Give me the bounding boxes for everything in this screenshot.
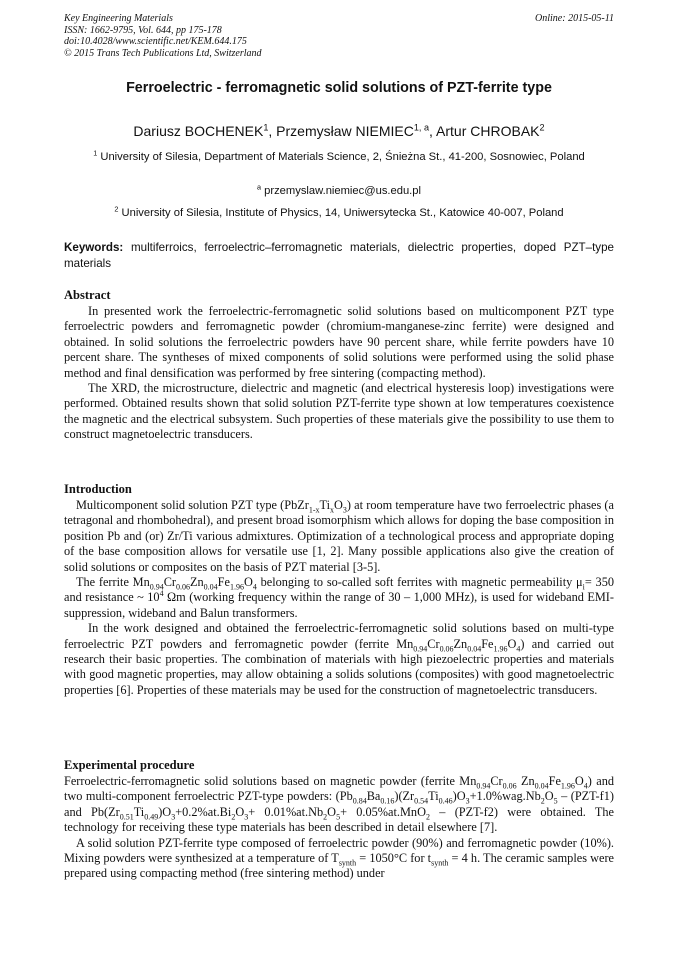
paper-title: Ferroelectric - ferromagnetic solid solutions of PZT-ferrite type — [126, 80, 552, 96]
author-name: Artur CHROBAK — [436, 123, 540, 139]
doi: doi:10.4028/www.scientific.net/KEM.644.175 — [64, 36, 247, 47]
affiliation-mark: 1 — [93, 148, 98, 158]
experimental-paragraph: Ferroelectric-ferromagnetic solid solutions based on magnetic powder (ferrite $Mn_{0.94}Cr_{0.06}$ $Zn_{0.04}Fe_{1.96}O_4$) and two multi-component ferroelectric PZT-type powders: $(Pb_{0.84}Ba_{0.16})(Zr_{0.54}Ti_{0.46})O_3+1.0\%wag.Nb_2O_5 - (PZT-f1)$ and $Pb(Zr_{0.51}Ti_{0.49})O_3+0.2\%at.Bi_2O_3+ 0.01\%at.Nb_2O_5+ 0.05\%at.MnO_2 - (PZT-f2)$ were obtained. The technology for receiving these type materials has been described in detail elsewhere [7]. — [64, 774, 615, 835]
journal-header — [64, 13, 614, 59]
author-name: Dariusz BOCHENEK — [133, 123, 264, 139]
issn: ISSN: 1662-9795, Vol. 644, pp 175-178 — [64, 24, 222, 36]
experimental-section — [64, 758, 614, 882]
affiliation-mark: 2 — [114, 204, 119, 214]
online-date: Online: 2015-05-11 — [535, 13, 614, 24]
abstract-paragraph: The XRD, the microstructure, dielectric and magnetic (and electrical hysteresis loop) investigations were performed. Obtained results shown that solid solution PZT-ferrite type shown at low temperatures coexistence the magnetic and the electrical subsystem. Such properties of these materials give the possibility to use them to construct magnetoelectric transducers. — [64, 381, 614, 442]
introduction-heading: Introduction — [64, 482, 132, 496]
email-line — [80, 184, 598, 200]
author-name: Przemysław NIEMIEC — [276, 123, 414, 139]
author-affiliation-mark: 2 — [539, 122, 545, 133]
abstract-paragraph: In presented work the ferroelectric-ferromagnetic solid solutions based on multicomponent PZT type ferroelectric powders and ferromagnetic powder (chromium-manganese-zinc ferrite) were designed and obtained. In solid solutions the ferroelectric powders have 90 percent share, while ferrite powders have 10 percent share. The syntheses of mixed components of solid solutions were performed using the solid phase method and final densification was performed by free sintering (compacting method). — [64, 304, 614, 380]
abstract-section — [64, 288, 614, 443]
introduction-paragraph: Multicomponent solid solution PZT type $(PbZr_{1-x}Ti_xO_3)$ at room temperature have two ferroelectric phases (a tetragonal and rhombohedral), and present broad isomorphism which allows for doping the base composition in position Pb and (or) Zr/Ti various admixtures. Optimization of a technological process and appropriate doping of the base composition allows for versatile use [1, 2]. Many possible applications also give the creation of solid solutions or composites on the basis of PZT material [3-5]. — [64, 498, 614, 574]
email-address[interactable]: przemyslaw.niemiec@us.edu.pl — [264, 185, 421, 197]
copyright: © 2015 Trans Tech Publications Ltd, Switzerland — [64, 47, 262, 59]
email-mark: a — [256, 182, 262, 192]
introduction-paragraph: In the work designed and obtained the ferroelectric-ferromagnetic solid solutions based on multi-type ferroelectric PZT powders and ferromagnetic powder (ferrite $Mn_{0.94}Cr_{0.06}Zn_{0.04}Fe_{1.96}O_4$) and carried out research their basic properties. The combination of materials with high piezoelectric properties and materials with good magnetic properties, may allow obtaining a solids solutions (composites) with good magnetoelectric properties [6]. Properties of these materials may be used for the construction of magnetoelectric transducers. — [64, 621, 614, 697]
experimental-heading: Experimental procedure — [64, 758, 195, 772]
author-affiliation-mark: 1 — [263, 122, 269, 133]
affiliation-2 — [60, 206, 618, 222]
author-list: Dariusz BOCHENEK$^1$, Przemysław NIEMIEC$^{1, a}$, Artur CHROBAK$^2$ — [133, 122, 545, 139]
journal-name: Key Engineering Materials — [64, 13, 173, 24]
author-affiliation-mark: 1, a — [413, 122, 430, 133]
keywords-text: multiferroics, ferroelectric–ferromagnetic materials, dielectric properties, doped PZT–type materials — [64, 241, 614, 270]
keywords — [64, 240, 614, 271]
abstract-heading: Abstract — [64, 288, 111, 302]
keywords-label: Keywords: — [64, 241, 124, 254]
affiliation-text: University of Silesia, Department of Materials Science, 2, Śnieżna St., 41-200, Sosnowiec, Poland — [100, 151, 585, 163]
affiliation-text: University of Silesia, Institute of Physics, 14, Uniwersytecka St., Katowice 40-007, Poland — [121, 207, 564, 219]
experimental-paragraph: A solid solution PZT-ferrite type composed of ferroelectric powder (90%) and ferromagnetic powder (10%). Mixing powders were synthesized at a temperature of $T_{synth} = 1050^\circ C$ for $t_{synth} = 4$ h. The ceramic samples were prepared using compacting method (free sintering method) under — [64, 835, 615, 881]
introduction-section — [64, 482, 614, 698]
affiliation-1 — [80, 150, 598, 166]
introduction-paragraph: The ferrite $Mn_{0.94}Cr_{0.06}Zn_{0.04}Fe_{1.96}O_4$ belonging to so-called soft ferrites with magnetic permeability $\mu_i= 350$ and resistance ~ $10^4$ Ωm (working frequency within the range of 30 – 1,000 MHz), is used for wideband EMI-suppression, wideband and Balun transformers. — [64, 575, 614, 620]
